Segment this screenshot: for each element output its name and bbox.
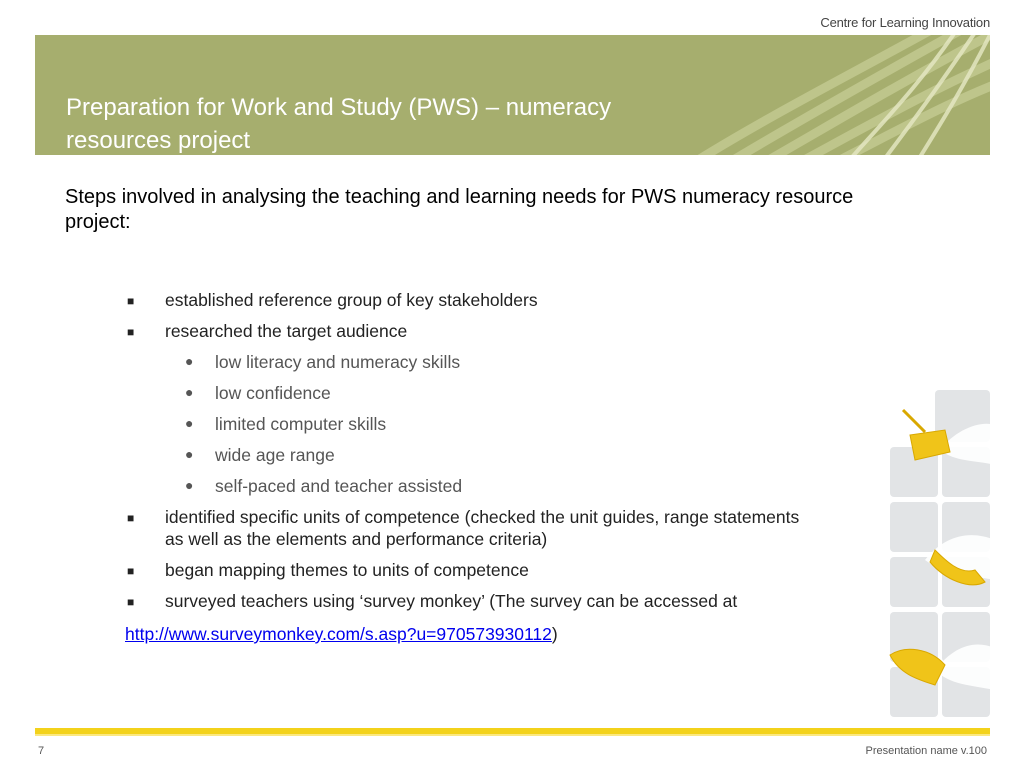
bullet-item: [125, 289, 825, 311]
footer-bar: [35, 728, 990, 734]
survey-link-suffix: ): [551, 624, 558, 644]
presentation-name: Presentation name v.100: [865, 745, 987, 757]
bullet-text: researched the target audience: [165, 321, 408, 341]
dot-bullet-icon: ●: [185, 415, 194, 431]
dot-bullet-icon: ●: [185, 384, 194, 400]
square-bullet-icon: ■: [127, 564, 135, 578]
square-bullet-icon: ■: [127, 511, 135, 525]
bullet-item: [125, 506, 805, 550]
slide-title: [66, 91, 766, 155]
sub-bullet-text: low literacy and numeracy skills: [215, 352, 461, 372]
page-number: 7: [38, 745, 45, 757]
sub-bullet-item: [125, 382, 825, 404]
decorative-tiles-graphic: [885, 390, 995, 720]
sub-bullet-item: [125, 444, 825, 466]
sub-bullet-item: [125, 475, 825, 497]
sub-bullet-text: self-paced and teacher assisted: [215, 476, 463, 496]
bullet-text: identified specific units of competence (checked the unit guides, range statements as well as the elements and performance criteria): [165, 507, 800, 549]
org-name: Centre for Learning Innovation: [820, 15, 990, 30]
sub-bullet-text: wide age range: [215, 445, 335, 465]
bullet-item: [125, 559, 825, 581]
slide-title-line2: resources project: [66, 127, 251, 154]
survey-link-line: [125, 624, 558, 645]
bullet-item: [125, 320, 825, 342]
title-band: [35, 35, 990, 155]
sub-bullet-item: [125, 351, 825, 373]
bullet-text: established reference group of key stakeholders: [165, 290, 538, 310]
slide-title-line1: Preparation for Work and Study (PWS) – numeracy: [66, 94, 612, 121]
intro-text: Steps involved in analysing the teaching and learning needs for PWS numeracy resource project:: [65, 186, 854, 233]
dot-bullet-icon: ●: [185, 446, 194, 462]
square-bullet-icon: ■: [127, 294, 135, 308]
bullet-item: [125, 590, 825, 612]
sub-bullet-item: [125, 413, 825, 435]
bullet-list: [125, 289, 825, 621]
sub-bullet-text: low confidence: [215, 383, 331, 403]
survey-link[interactable]: http://www.surveymonkey.com/s.asp?u=970573930112: [125, 624, 552, 644]
bullet-text: began mapping themes to units of competence: [165, 560, 529, 580]
bullet-text: surveyed teachers using ‘survey monkey’ (The survey can be accessed at: [165, 591, 738, 611]
sub-bullet-text: limited computer skills: [215, 414, 387, 434]
dot-bullet-icon: ●: [185, 353, 194, 369]
square-bullet-icon: ■: [127, 325, 135, 339]
dot-bullet-icon: ●: [185, 477, 194, 493]
square-bullet-icon: ■: [127, 595, 135, 609]
